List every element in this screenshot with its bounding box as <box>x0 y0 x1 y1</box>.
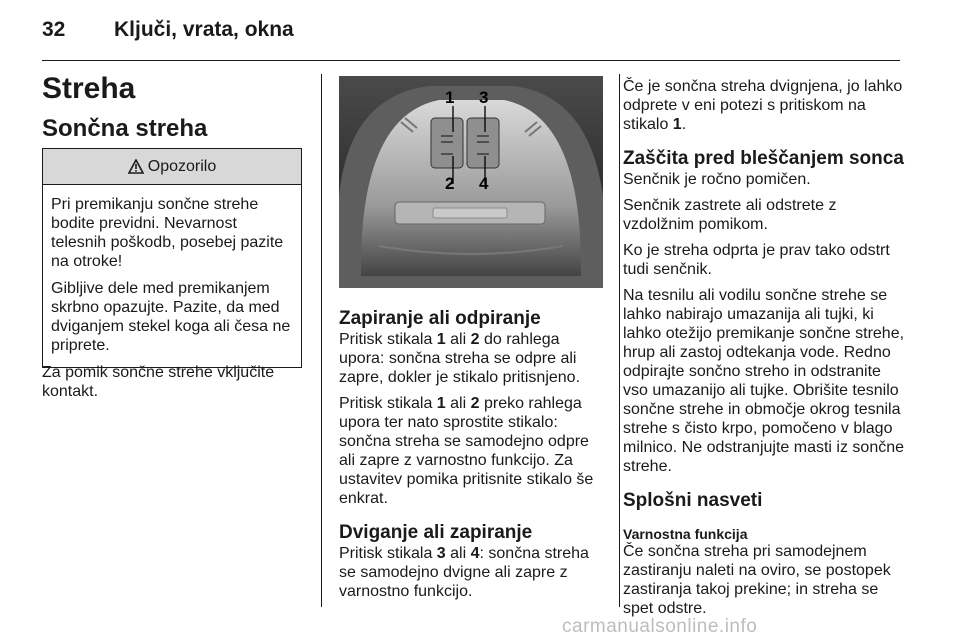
paragraph <box>623 77 905 134</box>
text: Pritisk stikala <box>339 545 437 562</box>
ref-2: 2 <box>470 331 480 348</box>
text: : sončna streha se samodejno dvigne ali zapre z varnostno funkcijo. <box>339 545 589 600</box>
warning-paragraph: Gibljive dele med premikanjem skrbno opazujte. Pazite, da med dviganjem stekel koga ali česa ne priprete. <box>51 280 291 354</box>
paragraph <box>339 544 607 601</box>
warning-paragraph: Pri premikanju sončne strehe bodite previdni. Nevarnost telesnih poškodb, posebej pazite na otroke! <box>51 196 284 270</box>
paragraph: Senčnik zastrete ali odstrete z vzdolžnim pomikom. <box>623 197 837 233</box>
column-divider-2 <box>619 74 620 607</box>
ref-2: 2 <box>470 395 480 412</box>
paragraph: Na tesnilu ali vodilu sončne strehe se lahko nabirajo umazanija ali tujki, ki lahko otežijo premikanje sončne strehe, hrup ali zastoj odtekanja vode. Redno odpirajte sončno streho in odstranite vso umazanijo ali tujke. Obrišite tesnilo sončne strehe in območje okrog tesnila strehe s čisto krpo, pomočeno v blago milnico. Ne odstranjujte masti iz sončne strehe. <box>623 287 905 475</box>
warning-box <box>42 148 302 368</box>
text: Pritisk stikala <box>339 395 437 412</box>
warning-title: Opozorilo <box>147 157 217 175</box>
callout-1: 1 <box>445 88 455 107</box>
ignition-note: Za pomik sončne strehe vključite kontakt. <box>42 364 275 400</box>
warning-header <box>43 149 301 185</box>
text: do rahlega upora: sončna streha se odpre ali zapre, dokler je stikalo pritisnjeno. <box>339 331 581 386</box>
warning-triangle-icon <box>128 159 144 174</box>
text: Če je sončna streha dvignjena, jo lahko odprete v eni potezi s pritiskom na stikalo <box>623 78 903 133</box>
heading-general-tips: Splošni nasveti <box>623 490 763 511</box>
ref-1: 1 <box>672 116 682 133</box>
roof-console-photo <box>339 76 603 288</box>
body-text <box>42 363 304 408</box>
column-2 <box>339 308 607 608</box>
watermark: carmanualsonline.info <box>562 616 758 637</box>
section-title: Ključi, vrata, okna <box>114 18 294 41</box>
paragraph: Senčnik je ročno pomičen. <box>623 171 811 188</box>
heading-safety-function: Varnostna funkcija <box>623 526 748 542</box>
heading-open-close: Zapiranje ali odpiranje <box>339 308 541 329</box>
text: . <box>681 116 687 133</box>
ref-1: 1 <box>436 331 446 348</box>
page-heading: Streha <box>42 72 136 105</box>
ref-3: 3 <box>436 545 446 562</box>
sub-heading: Sončna streha <box>42 115 208 142</box>
ref-4: 4 <box>470 545 480 562</box>
text: Pritisk stikala <box>339 331 437 348</box>
callout-4: 4 <box>479 174 489 193</box>
page-number: 32 <box>42 18 66 41</box>
roof-console-illustration <box>339 76 603 288</box>
paragraph <box>339 394 607 508</box>
callout-2: 2 <box>445 174 455 193</box>
ref-1: 1 <box>436 395 446 412</box>
text: preko rahlega upora ter nato sprostite stikalo: sončna streha se samodejno odpre ali zapre z varnostno funkcijo. Za ustavitev pomika pritisnite stikalo še enkrat. <box>339 395 594 507</box>
heading-lift-close: Dviganje ali zapiranje <box>339 522 533 543</box>
paragraph <box>339 330 607 387</box>
text: ali <box>445 545 471 562</box>
column-3 <box>623 77 905 625</box>
heading-sun-protection: Zaščita pred bleščanjem sonca <box>623 148 904 169</box>
column-divider-1 <box>321 74 322 607</box>
paragraph: Če sončna streha pri samodejnem zastiranju naleti na oviro, se postopek zastiranja takoj prekine; in streha se spet odstre. <box>623 543 891 617</box>
text: ali <box>445 395 471 412</box>
header-rule <box>42 60 900 61</box>
callout-3: 3 <box>479 88 489 107</box>
text: ali <box>445 331 471 348</box>
paragraph: Ko je streha odprta je prav tako odstrt tudi senčnik. <box>623 242 890 278</box>
